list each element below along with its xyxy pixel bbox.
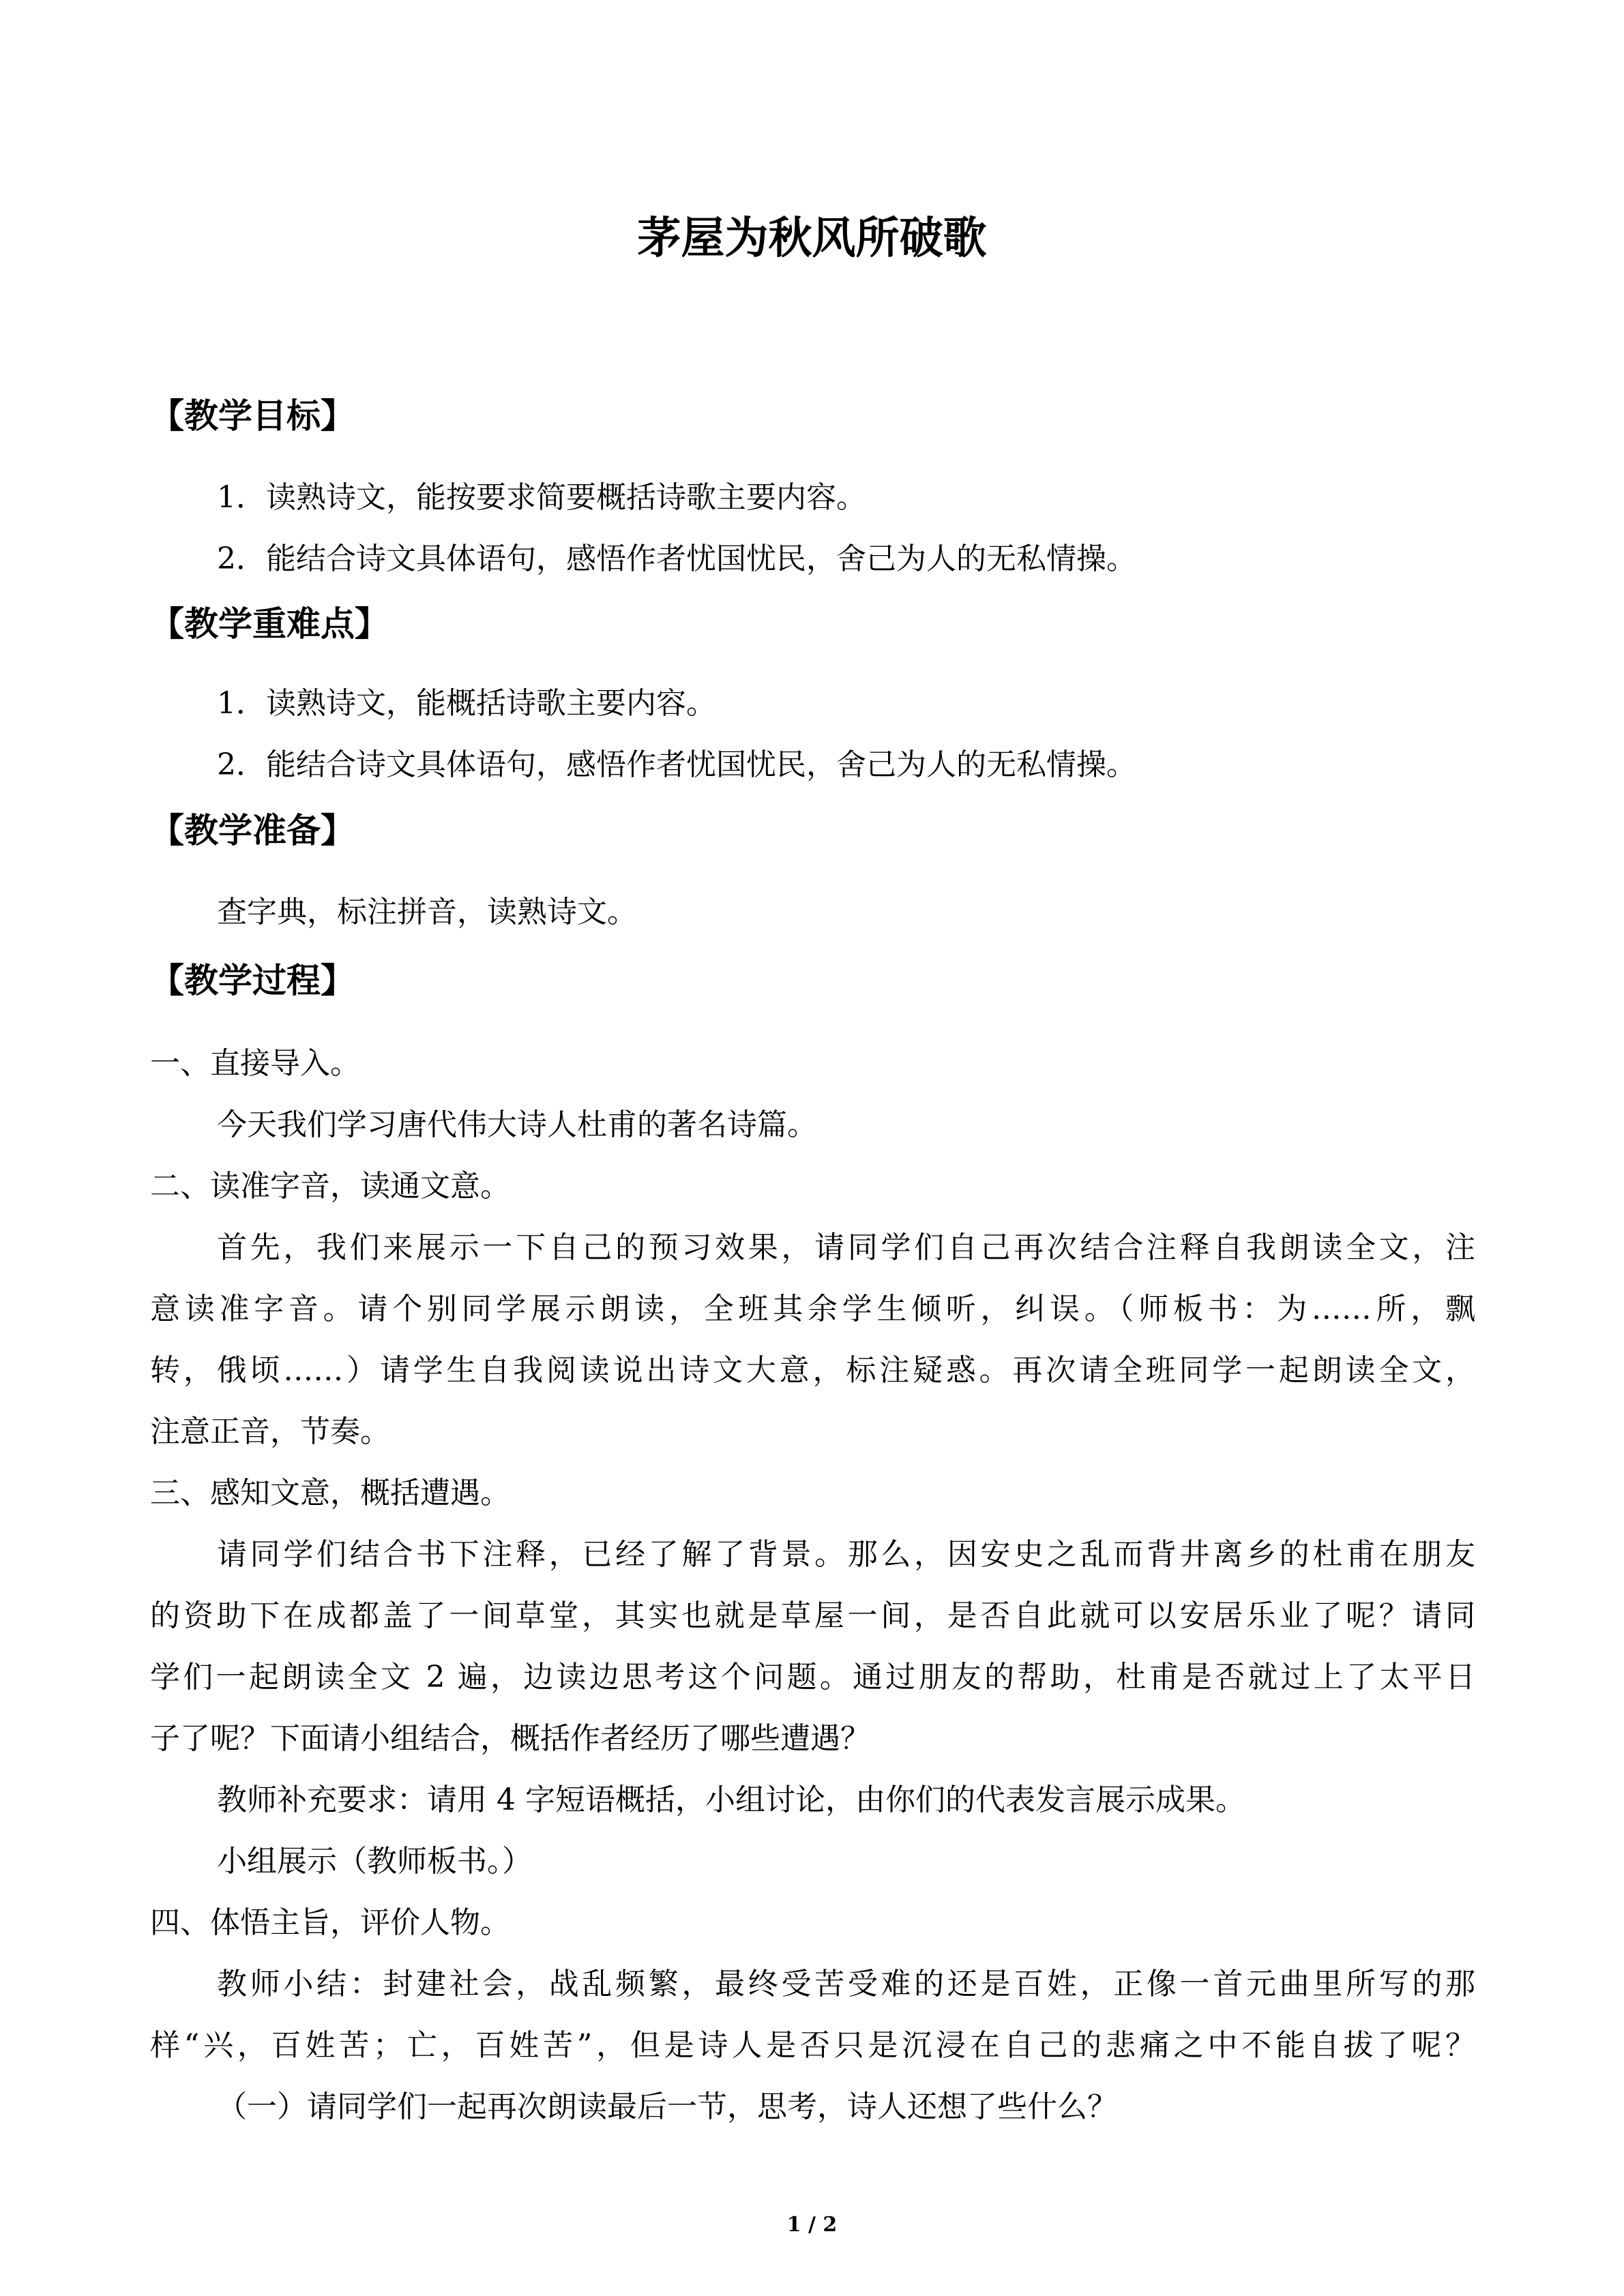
process-step-3-display: 小组展示（教师板书。） — [217, 1844, 532, 1879]
process-step-4-line-1: 教师小结：封建社会，战乱频繁，最终受苦受难的还是百姓，正像一首元曲里所写的那 — [217, 1967, 1475, 2001]
process-step-3-line-2: 的资助下在成都盖了一间草堂，其实也就是草屋一间，是否自此就可以安居乐业了呢？请同 — [150, 1598, 1475, 1633]
preparation-text: 查字典，标注拼音，读熟诗文。 — [217, 895, 637, 929]
section-heading-objectives: 【教学目标】 — [150, 396, 355, 436]
process-step-2-title: 二、读准字音，读通文意。 — [150, 1169, 510, 1204]
process-step-3-line-3: 学们一起朗读全文 2 遍，边读边思考这个问题。通过朋友的帮助，杜甫是否就过上了太平日 — [150, 1660, 1475, 1695]
key-point-item-1: 1．读熟诗文，能概括诗歌主要内容。 — [217, 686, 716, 721]
process-step-1-text: 今天我们学习唐代伟大诗人杜甫的著名诗篇。 — [217, 1107, 817, 1142]
objective-item-1: 1．读熟诗文，能按要求简要概括诗歌主要内容。 — [217, 480, 866, 515]
process-step-3-line-4: 子了呢？下面请小组结合，概括作者经历了哪些遭遇？ — [150, 1721, 870, 1756]
process-step-4-sub-1: （一）请同学们一起再次朗读最后一节，思考，诗人还想了些什么？ — [217, 2089, 1117, 2124]
process-step-3-title: 三、感知文意，概括遭遇。 — [150, 1476, 510, 1510]
document-title: 茅屋为秋风所破歌 — [637, 213, 987, 264]
page-number: 1 / 2 — [786, 2213, 838, 2237]
section-heading-process: 【教学过程】 — [150, 961, 355, 1000]
process-step-2-line-4: 注意正音，节奏。 — [150, 1414, 390, 1449]
section-heading-key-points: 【教学重难点】 — [150, 604, 389, 644]
key-point-item-2: 2．能结合诗文具体语句，感悟作者忧国忧民，舍己为人的无私情操。 — [217, 747, 1136, 782]
process-step-2-line-1: 首先，我们来展示一下自己的预习效果，请同学们自己再次结合注释自我朗读全文，注 — [217, 1230, 1475, 1265]
process-step-2-line-3: 转，俄顷……）请学生自我阅读说出诗文大意，标注疑惑。再次请全班同学一起朗读全文， — [150, 1353, 1475, 1388]
process-step-4-title: 四、体悟主旨，评价人物。 — [150, 1905, 510, 1940]
objective-item-2: 2．能结合诗文具体语句，感悟作者忧国忧民，舍己为人的无私情操。 — [217, 541, 1136, 576]
section-heading-preparation: 【教学准备】 — [150, 811, 355, 850]
process-step-4-line-2: 样“兴，百姓苦；亡，百姓苦”，但是诗人是否只是沉浸在自己的悲痛之中不能自拔了呢？ — [150, 2028, 1475, 2063]
process-step-1-title: 一、直接导入。 — [150, 1046, 360, 1081]
process-step-3-supplement: 教师补充要求：请用 4 字短语概括，小组讨论，由你们的代表发言展示成果。 — [217, 1783, 1245, 1817]
process-step-3-line-1: 请同学们结合书下注释，已经了解了背景。那么，因安史之乱而背井离乡的杜甫在朋友 — [217, 1537, 1475, 1572]
process-step-2-line-2: 意读准字音。请个别同学展示朗读，全班其余学生倾听，纠误。（师板书：为……所，飘 — [150, 1292, 1475, 1326]
